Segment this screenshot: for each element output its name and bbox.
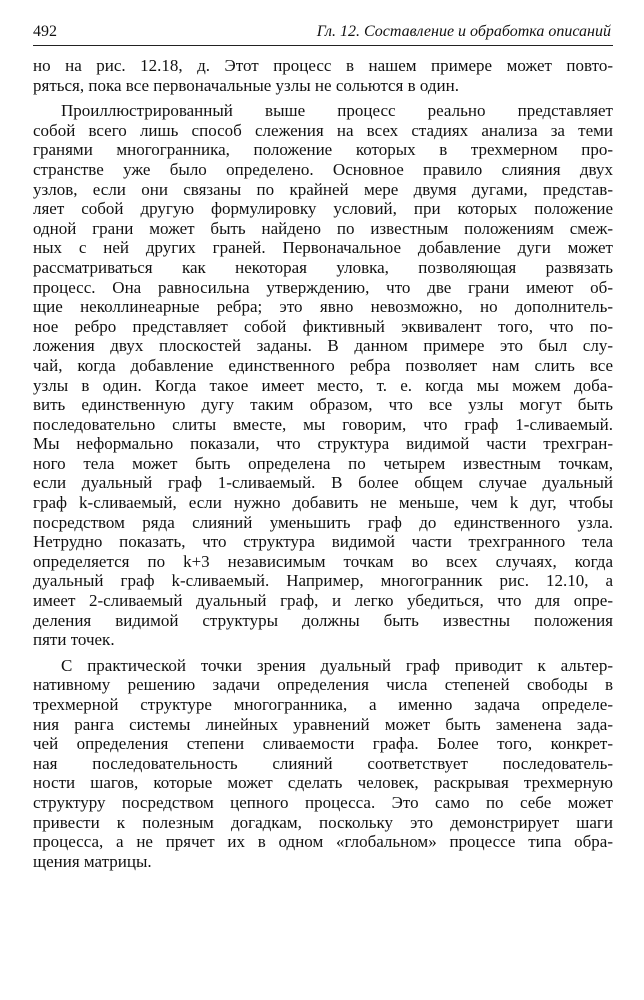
- text-line: странстве уже было определено. Основное правило слияния двух: [33, 159, 613, 179]
- text-line: рассматриваться как некоторая уловка, позволяющая развязать: [33, 257, 613, 277]
- text-line: ности шагов, которые может сделать человек, раскрывая трехмерную: [33, 773, 613, 793]
- text-line: имеет 2-сливаемый дуальный граф, и легко убедиться, что для опре-: [33, 591, 613, 611]
- text-line: чай, когда добавление единственного ребра позволяет нам слить все: [33, 355, 613, 375]
- text-line: гранями многогранника, положение которых в трехмерном про-: [33, 140, 613, 160]
- text-line: ряться, пока все первоначальные узлы не сольются в один.: [33, 75, 459, 95]
- text-line: последовательно слиты вместе, мы говорим, что граф 1-сливаемый.: [33, 414, 613, 434]
- text-line: Нетрудно показать, что структура видимой части трехгранного тела: [33, 532, 613, 552]
- text-line: чей определения степени сливаемости графа. Более того, конкрет-: [33, 734, 613, 754]
- text-line: нативному решению задачи определения числа степеней свободы в: [33, 675, 613, 695]
- text-line: узлы в один. Когда такое имеет место, т. е. когда мы можем доба-: [33, 375, 613, 395]
- text-line: собой всего лишь способ слежения на всех стадиях анализа за теми: [33, 120, 613, 140]
- text-line: Проиллюстрированный выше процесс реально представляет: [61, 101, 613, 121]
- running-header: [33, 22, 613, 46]
- text-line: привести к полезным догадкам, поскольку это демонстрирует шаги: [33, 812, 613, 832]
- text-line: пяти точек.: [33, 630, 115, 650]
- paragraph: [33, 101, 613, 650]
- text-line: если дуальный граф 1-сливаемый. В более общем случае дуальный: [33, 473, 613, 493]
- text-line: ных с ней других граней. Первоначальное добавление дуги может: [33, 238, 613, 258]
- text-line: узлов, если они связаны по крайней мере двумя дугами, представ-: [33, 179, 613, 199]
- text-line: С практической точки зрения дуальный граф приводит к альтер-: [61, 655, 613, 675]
- text-line: одной грани может быть найдено по известным положениям смеж-: [33, 218, 613, 238]
- text-line: процесса, а не прячет их в одном «глобальном» процессе типа обра-: [33, 832, 613, 852]
- running-title: Гл. 12. Составление и обработка описаний: [316, 23, 611, 40]
- text-line: щие неколлинеарные ребра; это явно невозможно, но дополнитель-: [33, 297, 613, 317]
- text-line: ложения двух плоскостей заданы. В данном примере это был слу-: [33, 336, 613, 356]
- text-line: деления видимой структуры должны быть известны положения: [33, 610, 613, 630]
- text-line: граф k-сливаемый, если нужно добавить не меньше, чем k дуг, чтобы: [33, 493, 613, 513]
- text-line: вить единственную дугу таким образом, что все узлы могут быть: [33, 395, 613, 415]
- text-line: дуальный граф k-сливаемый. Например, многогранник рис. 12.10, а: [33, 571, 613, 591]
- text-line: ляет собой другую формулировку условий, при которых положение: [33, 199, 613, 219]
- text-line: Мы неформально показали, что структура видимой части трехгран-: [33, 434, 613, 454]
- text-line: ного тела может быть определена по четырем известным точкам,: [33, 453, 613, 473]
- book-page: [33, 22, 613, 871]
- text-line: ная последовательность слияний соответствует последователь-: [33, 753, 613, 773]
- text-line: щения матрицы.: [33, 851, 152, 871]
- text-line: ное ребро представляет собой фиктивный эквивалент того, что по-: [33, 316, 613, 336]
- paragraph: [33, 56, 613, 95]
- text-line: определяется по k+3 независимым точкам во всех случаях, когда: [33, 551, 613, 571]
- text-line: трехмерной структуре многогранника, а именно задача определе-: [33, 695, 613, 714]
- text-line: но на рис. 12.18, д. Этот процесс в нашем примере может повто-: [33, 56, 613, 75]
- paragraph: [33, 656, 613, 872]
- text-line: структуру посредством цепного процесса. Это само по себе может: [33, 792, 613, 812]
- text-line: ния ранга системы линейных уравнений может быть заменена зада-: [33, 714, 613, 734]
- body-text: [33, 56, 613, 871]
- page-number: 492: [33, 23, 57, 40]
- text-line: посредством ряда слияний уменьшить граф до единственного узла.: [33, 512, 613, 532]
- text-line: процесс. Она равносильна утверждению, что две грани имеют об-: [33, 277, 613, 297]
